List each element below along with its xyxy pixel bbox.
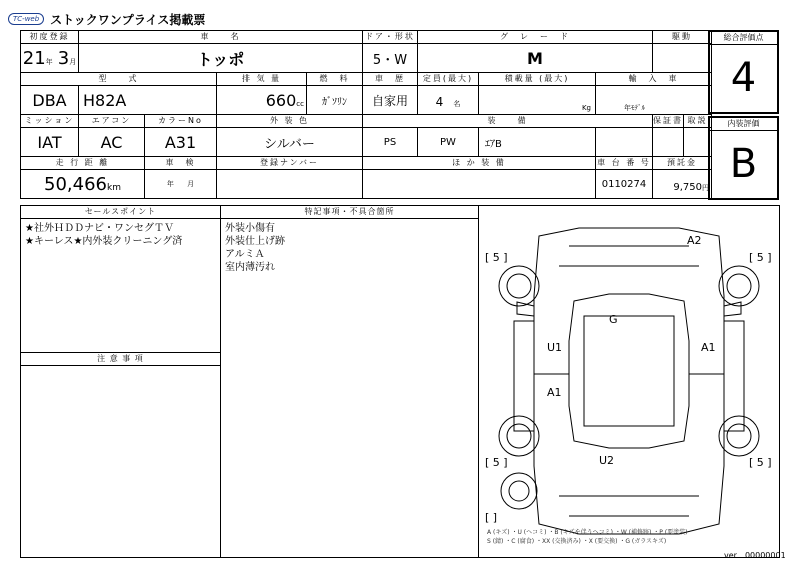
aircon-value: AC [79, 128, 145, 157]
special-note-item: 室内薄汚れ [225, 262, 275, 273]
damage-mark: A1 [547, 386, 562, 399]
label-other-equipment: ほ か 装 備 [363, 157, 596, 170]
label-aircon: エアコン [79, 115, 145, 128]
drive-value [653, 44, 712, 73]
damage-mark: A2 [687, 234, 702, 247]
label-history: 車 歴 [363, 73, 418, 86]
capacity-value: 4 名 [418, 86, 479, 115]
damage-mark: A1 [701, 341, 716, 354]
label-door-shape: ドア・形状 [363, 31, 418, 44]
load-value: Kg [479, 86, 596, 115]
sales-points-box [20, 205, 221, 353]
history-value: 自家用 [363, 86, 418, 115]
label-sales-points: セールスポイント [21, 206, 220, 219]
tire-label: [ 5 ] [485, 456, 508, 469]
label-model: 型 式 [21, 73, 217, 86]
label-interior-eval: 内装評価 [710, 118, 777, 131]
label-reg-number: 登録ナンバー [217, 157, 363, 170]
label-import: 輸 入 車 [596, 73, 712, 86]
reg-number-value [217, 170, 363, 199]
label-mission: ミッション [21, 115, 79, 128]
damage-mark: U2 [599, 454, 615, 467]
legend-line: A (キズ) ・U (ヘコミ) ・B (キズを伴うヘコミ) ・W (補修跡) ・P (要塗装) [487, 529, 688, 536]
label-load: 積載量 (最大) [479, 73, 596, 86]
special-note-item: 外装仕上げ跡 [225, 236, 285, 247]
spec-table [20, 30, 712, 199]
label-fuel: 燃 料 [307, 73, 363, 86]
equipment-item: PW [418, 128, 479, 157]
interior-eval-box [708, 116, 779, 200]
equipment-item: PS [363, 128, 418, 157]
other-equipment-value [363, 170, 596, 199]
first-reg-value: 21年 3月 [21, 44, 79, 73]
label-equipment: 装 備 [363, 115, 653, 128]
label-caution: 注 意 事 項 [21, 353, 220, 366]
legend-line: S (錆) ・C (腐食) ・XX (交換済み) ・X (要交換) ・G (ガラスキズ) [487, 538, 667, 545]
warranty-value [653, 128, 684, 157]
equipment-extra [596, 128, 653, 157]
label-chassis-no: 車 台 番 号 [596, 157, 653, 170]
total-score: 4 [730, 55, 757, 101]
car-diagram [479, 206, 779, 557]
label-capacity: 定員(最大) [418, 73, 479, 86]
equipment-item: ｴｱB [479, 128, 596, 157]
label-warranty: 保証書 [653, 115, 684, 128]
car-name-value: トッポ [79, 44, 363, 73]
label-color-no: カラーNo [145, 115, 217, 128]
label-car-name: 車 名 [79, 31, 363, 44]
label-first-reg: 初度登録 [21, 31, 79, 44]
damage-mark: G [609, 313, 618, 326]
special-note-item: 外装小傷有 [225, 223, 275, 234]
inspection-value: 年 月 [145, 170, 217, 199]
label-deposit: 預託金 [653, 157, 712, 170]
tire-label: [ 5 ] [749, 456, 772, 469]
mission-value: IAT [21, 128, 79, 157]
displacement-value: 660cc [217, 86, 307, 115]
exterior-color-value: シルバー [217, 128, 363, 157]
import-value: 年ﾓﾃﾞﾙ [596, 86, 712, 115]
mileage-value: 50,466km [21, 170, 145, 199]
sales-point-item: ★キーレス★内外装クリーニング済 [25, 236, 183, 247]
header [8, 8, 205, 30]
model-value: H82A [79, 86, 217, 115]
damage-mark: U1 [547, 341, 563, 354]
interior-score: B [729, 141, 758, 187]
label-special-notes: 特記事項・不具合箇所 [221, 206, 478, 219]
tire-label: [ ] [485, 511, 498, 524]
label-total-eval: 総合評価点 [710, 32, 777, 45]
label-drive: 駆動 [653, 31, 712, 44]
tire-label: [ 5 ] [749, 251, 772, 264]
fuel-value: ｶﾞｿﾘﾝ [307, 86, 363, 115]
damage-diagram-box [478, 205, 780, 558]
sales-point-item: ★社外ＨＤＤナビ・ワンセグＴＶ [25, 223, 174, 234]
deposit-value: 9,750円 [653, 170, 712, 199]
version-label: ver 00000001 [724, 551, 786, 560]
model-prefix-value: DBA [21, 86, 79, 115]
chassis-no-value: 0110274 [596, 170, 653, 199]
total-eval-box [708, 30, 779, 114]
label-grade: グ レ ー ド [418, 31, 653, 44]
label-mileage: 走 行 距 離 [21, 157, 145, 170]
special-notes-box [220, 205, 479, 558]
special-note-item: アルミＡ [225, 249, 265, 260]
grade-value: M [418, 44, 653, 73]
damage-legend [487, 528, 688, 546]
label-exterior-color: 外 装 色 [217, 115, 363, 128]
label-inspection: 車 検 [145, 157, 217, 170]
label-manual: 取説 [684, 115, 712, 128]
caution-box [20, 352, 221, 558]
door-shape-value: 5・W [363, 44, 418, 73]
brand-logo: TC-web [8, 13, 44, 25]
tire-label: [ 5 ] [485, 251, 508, 264]
color-no-value: A31 [145, 128, 217, 157]
page-title: ストックワンプライス掲載票 [50, 12, 206, 27]
label-displacement: 排 気 量 [217, 73, 307, 86]
